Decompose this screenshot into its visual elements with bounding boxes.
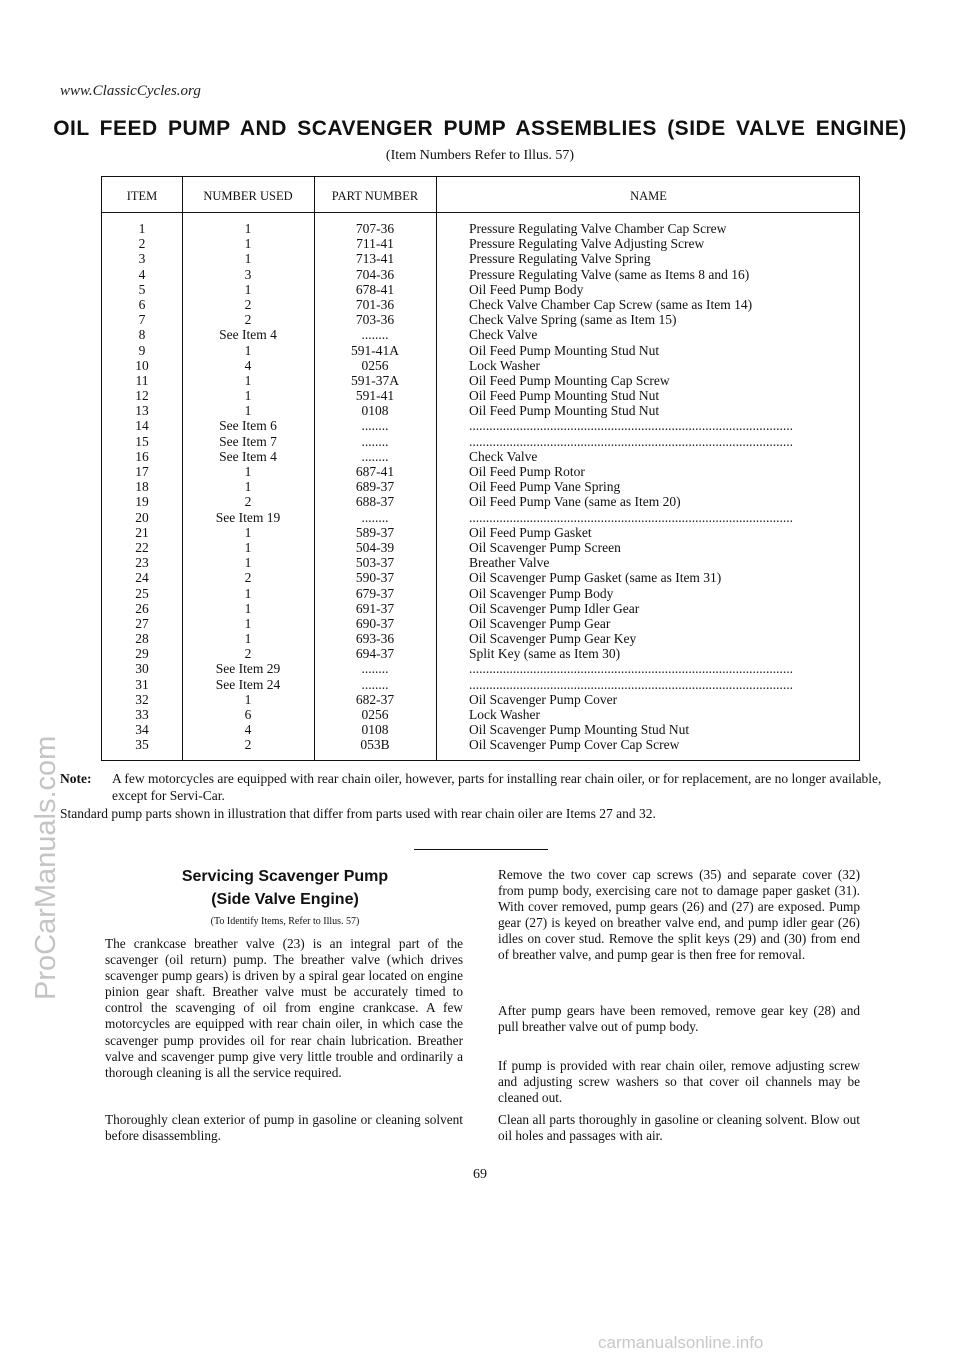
item-cell: 14 <box>135 418 149 434</box>
number-used-cell: 1 <box>244 372 252 388</box>
number-used-cell: 1 <box>244 281 252 297</box>
item-cell: 34 <box>135 722 149 738</box>
item-cell: 13 <box>135 403 149 419</box>
item-cell: 30 <box>135 661 149 677</box>
number-used-cell: 4 <box>244 357 252 373</box>
number-used-cell: 2 <box>244 312 252 328</box>
name-cell: Oil Feed Pump Vane Spring <box>469 479 621 495</box>
number-used-cell: 1 <box>244 600 252 616</box>
number-used-cell: See Item 7 <box>219 433 277 449</box>
part-number-cell: 688-37 <box>355 494 395 510</box>
header-part-number: PART NUMBER <box>331 189 419 203</box>
item-cell: 9 <box>138 342 146 358</box>
part-number-cell: ........ <box>361 433 389 449</box>
part-number-cell: 682-37 <box>355 691 395 707</box>
section-reference: (To Identify Items, Refer to Illus. 57) <box>210 916 360 927</box>
part-number-cell: 589-37 <box>355 524 395 540</box>
part-number-cell: 693-36 <box>355 631 395 647</box>
part-number-column <box>314 221 436 753</box>
number-used-cell: 1 <box>244 342 252 358</box>
name-cell: ................................................................................................ <box>469 418 793 434</box>
item-cell: 1 <box>138 221 146 236</box>
name-cell: Pressure Regulating Valve Adjusting Screw <box>469 236 705 252</box>
page-number: 69 <box>473 1167 487 1182</box>
number-used-cell: 2 <box>244 296 252 312</box>
part-number-cell: 0256 <box>361 357 389 373</box>
parts-table <box>101 176 860 761</box>
part-number-cell: 590-37 <box>355 570 395 586</box>
number-used-cell: 1 <box>244 539 252 555</box>
part-number-cell: 0108 <box>361 403 389 419</box>
number-used-cell: 2 <box>244 494 252 510</box>
item-cell: 35 <box>135 737 149 753</box>
number-used-cell: See Item 19 <box>215 509 281 525</box>
item-cell: 20 <box>135 509 149 525</box>
standard-parts-note: Standard pump parts shown in illustration that differ from parts used with rear chain oiler are Items 27 and 32. <box>60 806 656 821</box>
number-used-cell: 2 <box>244 570 252 586</box>
page-title: OIL FEED PUMP AND SCAVENGER PUMP ASSEMBLIES (SIDE VALVE ENGINE) <box>53 117 907 140</box>
number-used-cell: 1 <box>244 555 252 571</box>
watermark: ProCarManuals.com <box>30 735 62 1000</box>
name-cell: Pressure Regulating Valve Spring <box>469 251 651 267</box>
item-cell: 11 <box>135 372 149 388</box>
number-used-cell: See Item 4 <box>219 327 277 343</box>
paragraph: After pump gears have been removed, remove gear key (28) and pull breather valve out of pump body. <box>498 1003 860 1035</box>
item-cell: 2 <box>138 236 146 252</box>
name-cell: Split Key (same as Item 30) <box>469 646 621 662</box>
name-cell: Oil Feed Pump Mounting Stud Nut <box>469 342 660 358</box>
note-text: A few motorcycles are equipped with rear chain oiler, however, parts for installing rear chain oiler, or for replacement, are no longer available, except for Servi-Car. <box>112 771 882 803</box>
part-number-cell: 591-41 <box>355 388 395 404</box>
number-used-cell: 1 <box>244 479 252 495</box>
number-used-cell: See Item 29 <box>215 661 281 677</box>
number-used-cell: 6 <box>244 707 252 722</box>
name-column <box>469 221 857 753</box>
item-cell: 3 <box>138 251 146 267</box>
number-used-cell: See Item 6 <box>219 418 277 434</box>
column-divider <box>436 177 437 760</box>
name-cell: Oil Feed Pump Rotor <box>469 464 585 479</box>
part-number-cell: 691-37 <box>355 600 395 616</box>
part-number-cell: 679-37 <box>355 585 395 601</box>
site-url: www.ClassicCycles.org <box>60 83 201 99</box>
name-cell: Pressure Regulating Valve Chamber Cap Screw <box>469 221 727 236</box>
part-number-cell: 0256 <box>361 707 389 722</box>
item-cell: 27 <box>135 615 149 631</box>
part-number-cell: ........ <box>361 661 389 677</box>
name-cell: Oil Scavenger Pump Gasket (same as Item 31) <box>469 570 722 586</box>
part-number-cell: 687-41 <box>355 464 395 479</box>
name-cell: Oil Feed Pump Body <box>469 281 584 297</box>
part-number-cell: 707-36 <box>355 221 395 236</box>
header-divider <box>102 212 859 213</box>
name-cell: Oil Feed Pump Gasket <box>469 524 592 540</box>
item-cell: 31 <box>135 676 149 692</box>
item-cell: 17 <box>135 464 149 479</box>
number-used-cell: 1 <box>244 464 252 479</box>
item-column <box>102 221 182 753</box>
item-cell: 23 <box>135 555 149 571</box>
number-used-cell: 1 <box>244 691 252 707</box>
item-cell: 8 <box>138 327 146 343</box>
part-number-cell: 689-37 <box>355 479 395 495</box>
name-cell: Oil Scavenger Pump Mounting Stud Nut <box>469 722 690 738</box>
number-used-cell: 1 <box>244 403 252 419</box>
name-cell: Oil Feed Pump Mounting Stud Nut <box>469 388 660 404</box>
part-number-cell: 678-41 <box>355 281 395 297</box>
header-item: ITEM <box>126 189 158 203</box>
part-number-cell: ........ <box>361 418 389 434</box>
item-cell: 33 <box>135 707 149 722</box>
name-cell: ................................................................................................ <box>469 433 793 449</box>
corner-watermark: carmanualsonline.info <box>598 1333 764 1352</box>
part-number-cell: 711-41 <box>356 236 394 252</box>
item-cell: 4 <box>138 266 146 282</box>
part-number-cell: 701-36 <box>355 296 395 312</box>
part-number-cell: 694-37 <box>355 646 395 662</box>
number-used-cell: 1 <box>244 221 252 236</box>
number-used-cell: 1 <box>244 615 252 631</box>
part-number-cell: 591-37A <box>351 372 399 388</box>
number-used-cell: 1 <box>244 251 252 267</box>
name-cell: Pressure Regulating Valve (same as Items 8 and 16) <box>469 266 750 282</box>
page-subtitle: (Item Numbers Refer to Illus. 57) <box>385 148 575 163</box>
header-number-used: NUMBER USED <box>203 189 293 203</box>
name-cell: Check Valve Spring (same as Item 15) <box>469 312 677 328</box>
part-number-cell: 504-39 <box>355 539 395 555</box>
part-number-cell: 591-41A <box>351 342 399 358</box>
part-number-cell: 503-37 <box>355 555 395 571</box>
part-number-cell: ........ <box>361 509 389 525</box>
name-cell: Lock Washer <box>469 707 541 722</box>
number-used-cell: 1 <box>244 388 252 404</box>
item-cell: 12 <box>135 388 149 404</box>
paragraph: Clean all parts thoroughly in gasoline or cleaning solvent. Blow out oil holes and passages with air. <box>498 1112 860 1144</box>
number-used-cell: 4 <box>244 722 252 738</box>
name-cell: Oil Scavenger Pump Cover Cap Screw <box>469 737 680 753</box>
paragraph: Thoroughly clean exterior of pump in gasoline or cleaning solvent before disassembling. <box>105 1112 463 1144</box>
item-cell: 28 <box>135 631 149 647</box>
number-used-cell: 2 <box>244 646 252 662</box>
name-cell: ................................................................................................ <box>469 661 793 677</box>
name-cell: Oil Feed Pump Mounting Cap Screw <box>469 372 670 388</box>
item-cell: 32 <box>135 691 149 707</box>
item-cell: 18 <box>135 479 149 495</box>
part-number-cell: 704-36 <box>355 266 395 282</box>
item-cell: 15 <box>135 433 149 449</box>
name-cell: Oil Scavenger Pump Body <box>469 585 614 601</box>
part-number-cell: 713-41 <box>355 251 395 267</box>
name-cell: Oil Scavenger Pump Gear Key <box>469 631 637 647</box>
name-cell: ................................................................................................ <box>469 509 793 525</box>
number-used-cell: 1 <box>244 524 252 540</box>
name-cell: Oil Scavenger Pump Gear <box>469 615 611 631</box>
item-cell: 7 <box>138 312 146 328</box>
name-cell: Oil Feed Pump Vane (same as Item 20) <box>469 494 681 510</box>
note-label: Note: <box>60 771 92 786</box>
name-cell: Check Valve Chamber Cap Screw (same as Item 14) <box>469 296 753 312</box>
paragraph: Remove the two cover cap screws (35) and separate cover (32) from pump body, exercising care not to damage paper gasket (31). With cover removed, pump gears (26) and (27) are exposed. Pump gear (27) is keyed on breather valve end, and pump idler gear (26) idles on cover stud. Remove the split keys (29) and (30) from end of breather valve, and pump gear is then free for removal. <box>498 867 860 963</box>
section-divider <box>414 849 548 850</box>
part-number-cell: 0108 <box>361 722 389 738</box>
name-cell: Oil Scavenger Pump Idler Gear <box>469 600 640 616</box>
name-cell: Check Valve <box>469 327 538 343</box>
part-number-cell: ........ <box>361 448 389 464</box>
number-used-cell: 1 <box>244 631 252 647</box>
number-used-cell: 2 <box>244 737 252 753</box>
section-title: Servicing Scavenger Pump <box>181 868 389 885</box>
number-used-cell: See Item 4 <box>219 448 277 464</box>
part-number-cell: ........ <box>361 676 389 692</box>
item-cell: 26 <box>135 600 149 616</box>
name-cell: ................................................................................................ <box>469 676 793 692</box>
header-name: NAME <box>630 189 667 203</box>
item-cell: 25 <box>135 585 149 601</box>
paragraph: If pump is provided with rear chain oiler, remove adjusting screw and adjusting screw washers so that cover oil channels may be cleaned out. <box>498 1058 860 1106</box>
part-number-cell: 690-37 <box>355 615 395 631</box>
name-cell: Oil Scavenger Pump Cover <box>469 691 618 707</box>
item-cell: 19 <box>135 494 149 510</box>
item-cell: 21 <box>135 524 149 540</box>
paragraph: The crankcase breather valve (23) is an integral part of the scavenger (oil return) pump. The breather valve (which drives scavenger pump gears) is driven by a spiral gear located on engine pinion gear shaft. Breather valve must be accurately timed to control the scavenging of oil from engine crankcase. A few motorcycles are equipped with rear chain oiler, in which case the scavenger pump provides oil for rear chain lubrication. Breather valve and scavenger pump give very little trouble and ordinarily a thorough cleaning is all the service required. <box>105 936 463 1080</box>
item-cell: 24 <box>135 570 149 586</box>
number-used-column <box>182 221 314 753</box>
name-cell: Breather Valve <box>469 555 550 571</box>
part-number-cell: 703-36 <box>355 312 395 328</box>
item-cell: 10 <box>135 357 149 373</box>
item-cell: 6 <box>138 296 146 312</box>
number-used-cell: See Item 24 <box>215 676 281 692</box>
name-cell: Lock Washer <box>469 357 541 373</box>
part-number-cell: ........ <box>361 327 389 343</box>
name-cell: Oil Scavenger Pump Screen <box>469 539 621 555</box>
item-cell: 29 <box>135 646 149 662</box>
number-used-cell: 1 <box>244 236 252 252</box>
number-used-cell: 3 <box>244 266 252 282</box>
name-cell: Oil Feed Pump Mounting Stud Nut <box>469 403 660 419</box>
section-title-sub: (Side Valve Engine) <box>211 891 359 908</box>
item-cell: 22 <box>135 539 149 555</box>
name-cell: Check Valve <box>469 448 538 464</box>
item-cell: 5 <box>138 281 146 297</box>
part-number-cell: 053B <box>360 737 390 753</box>
number-used-cell: 1 <box>244 585 252 601</box>
item-cell: 16 <box>135 448 149 464</box>
